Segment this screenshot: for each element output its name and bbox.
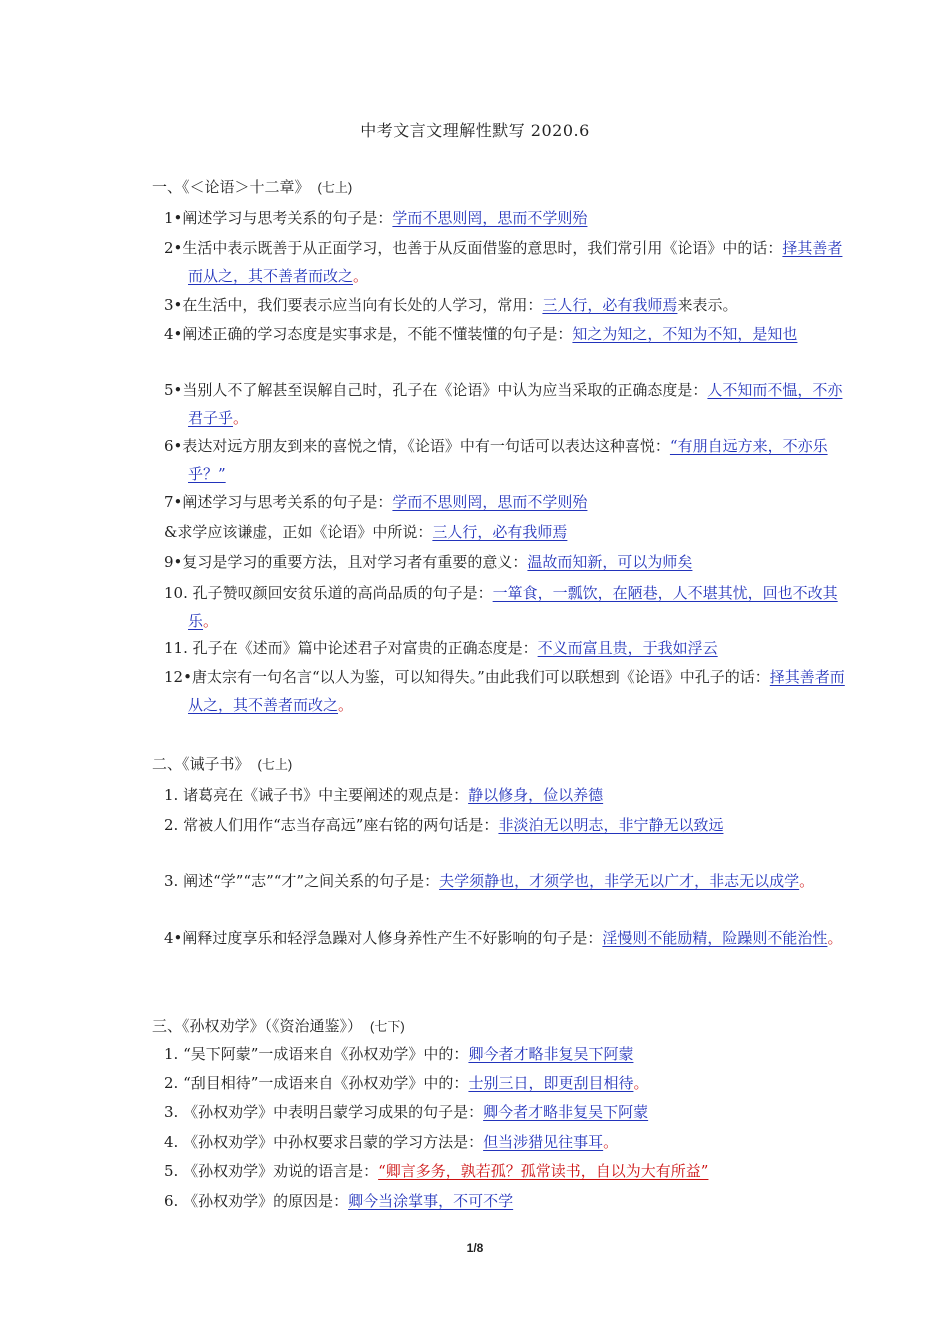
question-text: 孔子在《述而》篇中论述君子对富贵的正确态度是： xyxy=(192,639,538,657)
question-item xyxy=(164,924,848,952)
question-item xyxy=(164,634,848,662)
question-item xyxy=(164,320,848,348)
section-title: 二、《诫子书》 xyxy=(152,755,250,773)
answer-text: 三人行，必有我师焉 xyxy=(432,523,568,541)
item-number: 1• xyxy=(164,209,183,227)
question-item xyxy=(164,1187,848,1215)
item-number: 11. xyxy=(164,639,193,657)
question-item xyxy=(164,781,848,809)
page-number: 1/8 xyxy=(466,1241,484,1255)
section-jiezishu xyxy=(152,749,832,779)
question-item xyxy=(164,579,848,635)
item-number: 3• xyxy=(164,296,183,314)
section-heading xyxy=(152,749,832,779)
question-text: 求学应该谦虚，正如《论语》中所说： xyxy=(177,523,433,541)
item-number: 4. xyxy=(164,1133,184,1151)
answer-text: 卿今当涂掌事，不可不学 xyxy=(348,1192,514,1210)
answer-text: 不义而富且贵，于我如浮云 xyxy=(537,639,718,657)
question-item xyxy=(152,811,824,839)
question-item xyxy=(164,663,848,719)
item-number: 6• xyxy=(164,437,183,455)
grade-level: (七下) xyxy=(370,1019,405,1034)
item-number: 9• xyxy=(164,553,183,571)
question-text: 当别人不了解甚至误解自己时，孔子在《论语》中认为应当采取的正确态度是： xyxy=(182,381,708,399)
answer-text: 学而不思则罔，思而不学则殆 xyxy=(392,493,588,511)
answer-text: “有朋自远方来，不亦乐乎？” xyxy=(188,437,828,483)
question-item xyxy=(164,1069,848,1097)
item-number: 6. xyxy=(164,1192,184,1210)
question-item xyxy=(164,1098,848,1126)
item-number: 1. xyxy=(164,786,184,804)
question-text: 《孙权劝学》的原因是： xyxy=(183,1192,349,1210)
answer-text: 淫慢则不能励精，险躁则不能治性 xyxy=(602,929,828,947)
question-text: 诸葛亮在《诫子书》中主要阐述的观点是： xyxy=(183,786,469,804)
question-item xyxy=(164,1040,848,1068)
question-text: 生活中表示既善于从正面学习，也善于从反面借鉴的意思时，我们常引用《论语》中的话： xyxy=(182,239,783,257)
answer-text: 士别三日，即更刮目相待 xyxy=(468,1074,634,1092)
section-sunquan xyxy=(152,1011,832,1041)
item-number: 10. xyxy=(164,584,193,602)
question-text: 唐太宗有一句名言“以人为鉴，可以知得失。”由此我们可以联想到《论语》中孔子的话： xyxy=(191,668,770,686)
item-number: 5• xyxy=(164,381,183,399)
section-heading xyxy=(152,1011,832,1041)
answer-tail: 来表示。 xyxy=(677,296,738,314)
section-lunyu xyxy=(152,172,832,202)
item-number: 1. xyxy=(164,1045,184,1063)
section-heading xyxy=(152,172,832,202)
question-text: 《孙权劝学》中孙权要求吕蒙的学习方法是： xyxy=(183,1133,484,1151)
question-text: “刮目相待”一成语来自《孙权劝学》中的： xyxy=(183,1074,469,1092)
answer-tail: 。 xyxy=(799,872,815,890)
answer-text: 一箪食，一瓢饮，在陋巷，人不堪其忧，回也不改其乐 xyxy=(188,584,838,630)
page-title: 中考文言文理解性默写 2020.6 xyxy=(360,121,590,140)
answer-tail: 。 xyxy=(827,929,843,947)
grade-level: (七上) xyxy=(317,180,353,195)
answer-text: 温故而知新，可以为师矣 xyxy=(527,553,693,571)
question-text: 表达对远方朋友到来的喜悦之情，《论语》中有一句话可以表达这种喜悦： xyxy=(182,437,670,455)
question-item xyxy=(164,867,848,895)
item-number: 7• xyxy=(164,493,183,511)
item-number: 3. xyxy=(164,1103,184,1121)
answer-text: 非淡泊无以明志，非宁静无以致远 xyxy=(498,816,724,834)
answer-text: 学而不思则罔，思而不学则殆 xyxy=(392,209,588,227)
question-item xyxy=(164,488,848,516)
item-number: & xyxy=(164,523,178,541)
answer-text: 但当涉猎见往事耳 xyxy=(483,1133,604,1151)
answer-text: 三人行，必有我师焉 xyxy=(542,296,678,314)
question-text: 阐述学习与思考关系的句子是： xyxy=(182,493,393,511)
question-item xyxy=(164,1157,848,1185)
item-number: 4• xyxy=(164,325,183,343)
question-item xyxy=(164,518,848,546)
question-text: 《孙权劝学》劝说的语言是： xyxy=(183,1162,379,1180)
answer-tail: 。 xyxy=(203,612,219,630)
item-number: 4• xyxy=(164,929,183,947)
section-title: 三、《孙权劝学》（《资治通鉴》） xyxy=(152,1017,363,1035)
answer-text: 夫学须静也，才须学也，非学无以广才，非志无以成学 xyxy=(439,872,800,890)
question-text: 阐述学习与思考关系的句子是： xyxy=(182,209,393,227)
question-text: 孔子赞叹颜回安贫乐道的高尚品质的句子是： xyxy=(192,584,493,602)
answer-text: 静以修身，俭以养德 xyxy=(468,786,604,804)
question-item xyxy=(164,1128,848,1156)
answer-text: 知之为知之，不知为不知，是知也 xyxy=(572,325,798,343)
question-item xyxy=(164,548,848,576)
answer-tail: 。 xyxy=(603,1133,619,1151)
answer-text: “卿言多务，孰若孤？孤常读书，自以为大有所益” xyxy=(378,1162,709,1180)
answer-text: 卿今者才略非复吴下阿蒙 xyxy=(468,1045,634,1063)
answer-tail: 。 xyxy=(633,1074,649,1092)
question-text: 常被人们用作“志当存高远”座右铭的两句话是： xyxy=(183,816,499,834)
item-number: 12• xyxy=(164,668,192,686)
question-text: 《孙权劝学》中表明吕蒙学习成果的句子是： xyxy=(183,1103,484,1121)
question-text: 在生活中，我们要表示应当向有长处的人学习，常用： xyxy=(182,296,543,314)
answer-text: 人不知而不愠，不亦君子乎 xyxy=(188,381,843,427)
question-item xyxy=(164,291,848,319)
item-number: 3. xyxy=(164,872,184,890)
question-text: 阐释过度享乐和轻浮急躁对人修身养性产生不好影响的句子是： xyxy=(182,929,603,947)
question-item xyxy=(164,234,848,290)
item-number: 2. xyxy=(164,816,184,834)
answer-tail: 。 xyxy=(338,696,354,714)
question-text: “吴下阿蒙”一成语来自《孙权劝学》中的： xyxy=(183,1045,469,1063)
section-title: 一、《＜论语＞十二章》 xyxy=(152,178,310,196)
question-item xyxy=(164,204,848,232)
answer-text: 择其善者而从之，其不善者而改之 xyxy=(188,668,845,714)
item-number: 2. xyxy=(164,1074,184,1092)
answer-tail: 。 xyxy=(233,409,249,427)
question-item xyxy=(164,376,848,432)
item-number: 2• xyxy=(164,239,183,257)
question-text: 复习是学习的重要方法，且对学习者有重要的意义： xyxy=(182,553,528,571)
grade-level: (七上) xyxy=(257,757,293,772)
answer-text: 择其善者而从之，其不善者而改之 xyxy=(188,239,843,285)
question-text: 阐述正确的学习态度是实事求是，不能不懂装懂的句子是： xyxy=(182,325,573,343)
question-item xyxy=(164,432,848,488)
question-text: 阐述“学”“志”“才”之间关系的句子是： xyxy=(183,872,440,890)
item-number: 5. xyxy=(164,1162,184,1180)
answer-tail: 。 xyxy=(353,267,369,285)
answer-text: 卿今者才略非复吴下阿蒙 xyxy=(483,1103,649,1121)
